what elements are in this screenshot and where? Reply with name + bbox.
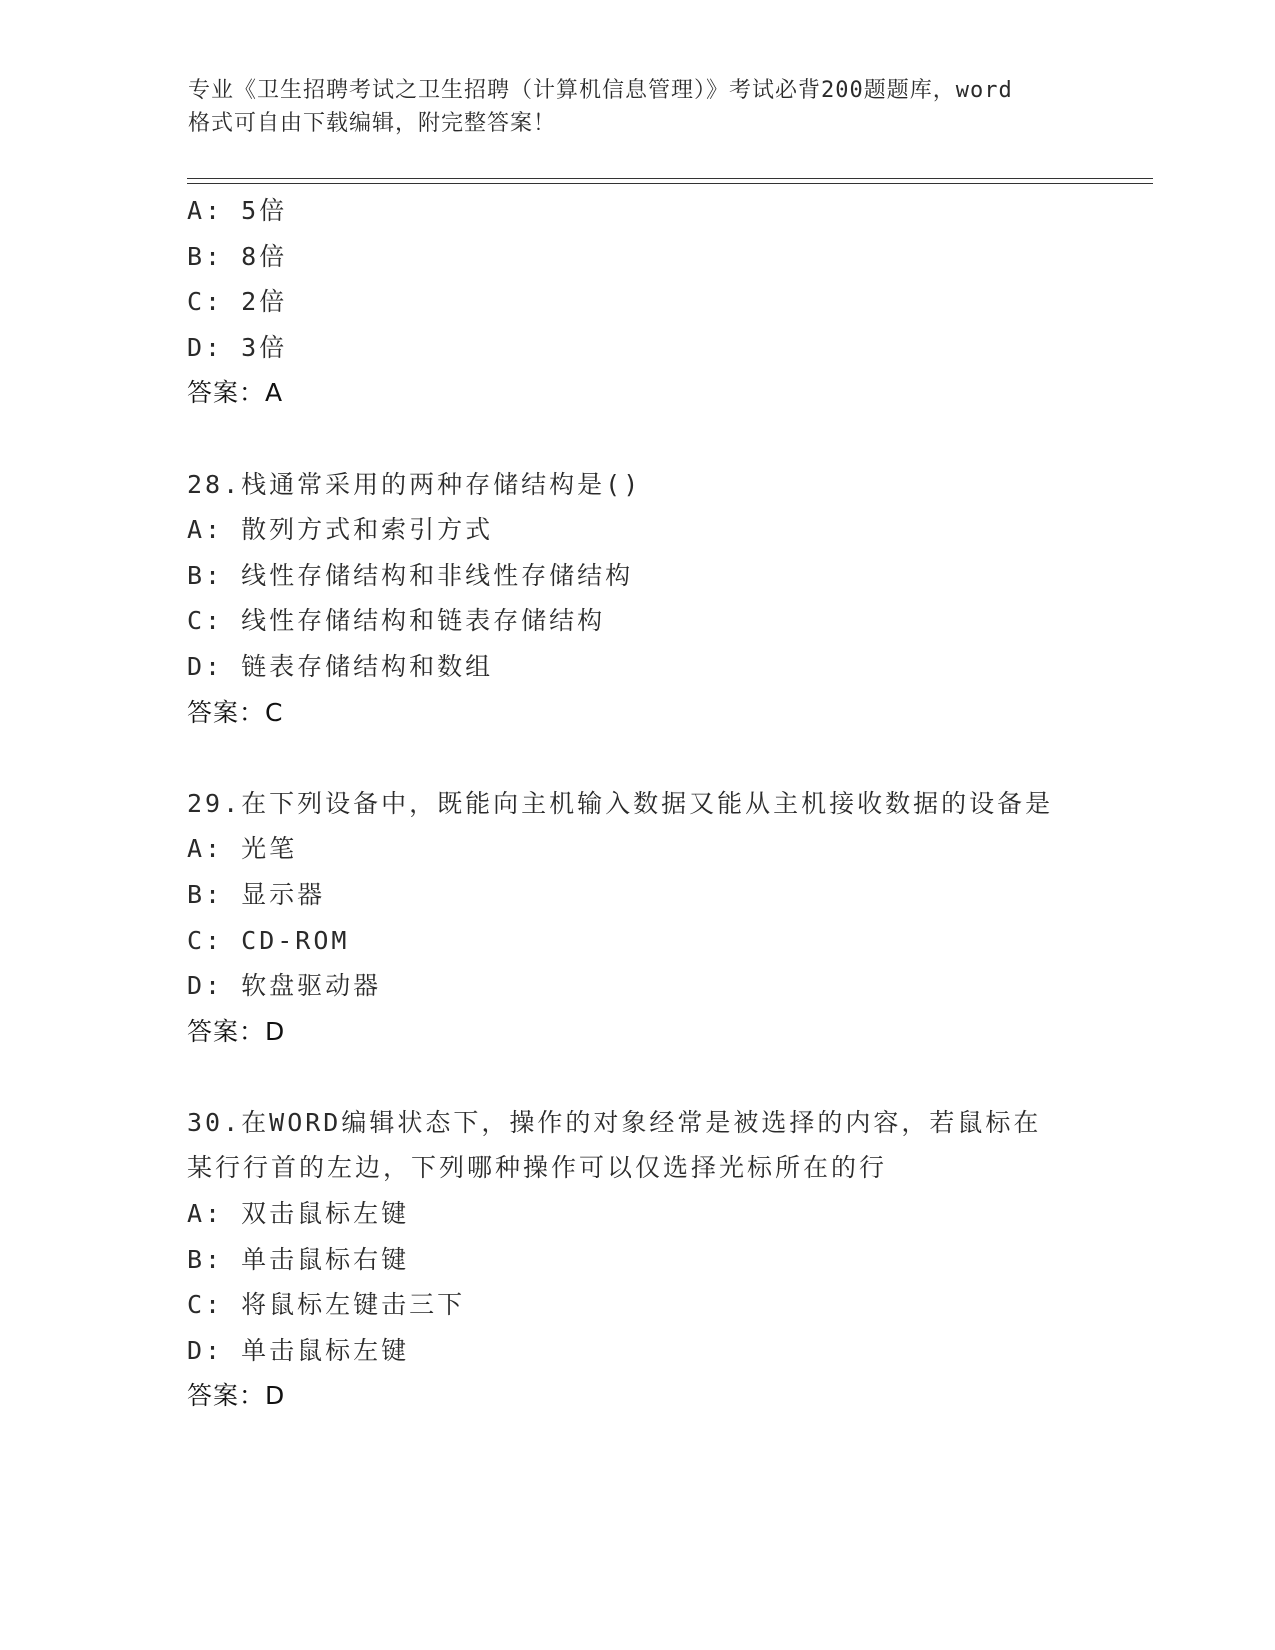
question-30: [187, 1100, 1147, 1419]
option-b: B: 单击鼠标右键: [187, 1244, 410, 1274]
header-divider-top: [187, 178, 1153, 179]
option-d: D: 链表存储结构和数组: [187, 651, 494, 681]
option-b: B: 8倍: [187, 241, 288, 271]
question-text: 28.栈通常采用的两种存储结构是(): [187, 469, 642, 499]
option-c: C: 线性存储结构和链表存储结构: [187, 606, 606, 636]
answer: 答案：A: [187, 378, 284, 408]
question-text: 29.在下列设备中，既能向主机输入数据又能从主机接收数据的设备是: [187, 788, 1054, 818]
spacer: [187, 735, 1147, 781]
option-d: D: 3倍: [187, 332, 288, 362]
question-list: [187, 188, 1147, 1419]
spacer: [187, 1054, 1147, 1100]
header-divider-bottom: [187, 183, 1153, 184]
answer: 答案：D: [187, 1381, 286, 1411]
question-27: [187, 188, 1147, 416]
option-a: A: 双击鼠标左键: [187, 1199, 410, 1229]
question-text-line-1: 30.在WORD编辑状态下，操作的对象经常是被选择的内容，若鼠标在: [187, 1107, 1042, 1137]
option-b: B: 显示器: [187, 879, 326, 909]
option-c: C: CD-ROM: [187, 925, 350, 955]
answer: 答案：D: [187, 1016, 286, 1046]
header-line-2: 格式可自由下载编辑，附完整答案！: [188, 111, 557, 136]
option-a: A: 5倍: [187, 196, 288, 225]
option-a: A: 光笔: [187, 834, 298, 864]
question-28: [187, 462, 1147, 736]
option-d: D: 单击鼠标左键: [187, 1335, 410, 1365]
option-d: D: 软盘驱动器: [187, 971, 382, 1001]
header-line-1: 专业《卫生招聘考试之卫生招聘（计算机信息管理）》考试必背200题题库，word: [188, 78, 1013, 103]
option-c: C: 将鼠标左键击三下: [187, 1290, 466, 1320]
answer: 答案：C: [187, 697, 284, 727]
option-a: A: 散列方式和索引方式: [187, 515, 494, 545]
option-b: B: 线性存储结构和非线性存储结构: [187, 560, 634, 590]
option-c: C: 2倍: [187, 287, 288, 317]
question-text-line-2: 某行行首的左边，下列哪种操作可以仅选择光标所在的行: [187, 1153, 888, 1183]
document-header: [188, 74, 1088, 140]
spacer: [187, 416, 1147, 462]
question-29: [187, 781, 1147, 1055]
